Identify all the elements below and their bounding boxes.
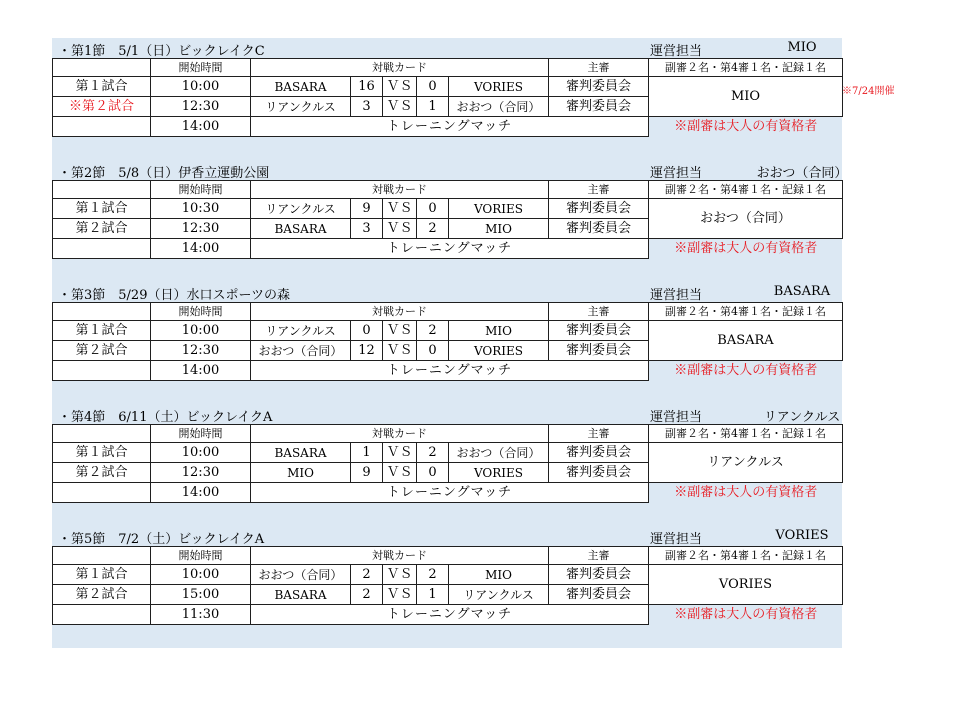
away-score: 0 [417,341,449,361]
match-label: 第１試合 [53,565,151,585]
referee-cell: 審判委員会 [549,199,649,219]
vs-label: ＶＳ [383,199,417,219]
match-table [52,302,843,381]
home-score: 9 [351,463,383,483]
ops-label: 運営担当 [650,532,703,547]
vs-label: ＶＳ [383,321,417,341]
training-match: トレーニングマッチ [251,605,649,625]
referee-header: 主審 [549,181,649,199]
match-time: 15:00 [151,585,251,605]
home-team: リアンクルス [251,199,351,219]
home-score: 3 [351,97,383,117]
round-section-5 [52,526,962,644]
training-match: トレーニングマッチ [251,483,649,503]
home-score: 2 [351,565,383,585]
start-time-header: 開始時間 [151,547,251,565]
referee-header: 主審 [549,425,649,443]
match-time: 10:00 [151,77,251,97]
away-team: MIO [449,565,549,585]
training-time: 14:00 [151,117,251,137]
training-time: 14:00 [151,483,251,503]
round-header [52,38,842,58]
blank-cell [53,425,151,443]
match-row [53,443,843,463]
ops-label: 運営担当 [650,410,703,425]
ops-team: BASARA [773,284,831,299]
match-time: 10:00 [151,565,251,585]
training-row [53,239,843,259]
match-time: 10:00 [151,443,251,463]
duty-team: リアンクルス [649,443,843,483]
ops-team: リアンクルス [763,410,841,425]
vs-label: ＶＳ [383,341,417,361]
match-time: 10:00 [151,321,251,341]
training-time: 14:00 [151,361,251,381]
home-score: 1 [351,443,383,463]
ops-team: MIO [787,40,817,55]
vs-label: ＶＳ [383,585,417,605]
round-section-3 [52,282,962,400]
round-section-1 [52,38,962,156]
away-team: リアンクルス [449,585,549,605]
referee-header: 主審 [549,59,649,77]
roles-header: 副審２名・第4審１名・記録１名 [649,181,843,199]
match-time: 12:30 [151,463,251,483]
away-score: 0 [417,463,449,483]
reschedule-note: ※7/24開催 [842,86,895,97]
match-label: ※第２試合 [53,97,151,117]
vs-label: ＶＳ [383,97,417,117]
round-title: ・第4節 6/11（土）ビックレイクA [58,410,273,425]
training-match: トレーニングマッチ [251,239,649,259]
match-table [52,546,843,625]
round-title: ・第1節 5/1（日）ビックレイクC [58,44,265,59]
home-team: BASARA [251,585,351,605]
match-table [52,424,843,503]
round-header [52,404,842,424]
match-label: 第２試合 [53,219,151,239]
home-score: 16 [351,77,383,97]
training-row [53,483,843,503]
duty-team: BASARA [649,321,843,361]
training-match: トレーニングマッチ [251,361,649,381]
match-label: 第１試合 [53,77,151,97]
match-label: 第２試合 [53,463,151,483]
match-row [53,199,843,219]
match-row [53,77,843,97]
roles-header: 副審２名・第4審１名・記録１名 [649,59,843,77]
match-label: 第２試合 [53,585,151,605]
referee-cell: 審判委員会 [549,77,649,97]
away-team: おおつ（合同） [449,443,549,463]
away-score: 1 [417,97,449,117]
blank-cell [53,117,151,137]
ops-label: 運営担当 [650,166,703,181]
match-card-header: 対戦カード [251,303,549,321]
blank-cell [53,181,151,199]
match-time: 12:30 [151,341,251,361]
match-label: 第１試合 [53,199,151,219]
home-team: リアンクルス [251,321,351,341]
roles-header: 副審２名・第4審１名・記録１名 [649,303,843,321]
duty-team: VORIES [649,565,843,605]
round-header [52,282,842,302]
header-row [53,547,843,565]
referee-cell: 審判委員会 [549,321,649,341]
away-score: 0 [417,77,449,97]
match-card-header: 対戦カード [251,425,549,443]
home-team: BASARA [251,77,351,97]
round-title: ・第5節 7/2（土）ビックレイクA [58,532,265,547]
referee-cell: 審判委員会 [549,341,649,361]
away-team: MIO [449,321,549,341]
away-team: VORIES [449,77,549,97]
referee-header: 主審 [549,547,649,565]
roles-header: 副審２名・第4審１名・記録１名 [649,547,843,565]
ops-label: 運営担当 [650,288,703,303]
referee-note: ※副審は大人の有資格者 [674,606,818,622]
match-time: 12:30 [151,97,251,117]
round-title: ・第2節 5/8（日）伊香立運動公園 [58,166,270,181]
match-card-header: 対戦カード [251,181,549,199]
home-score: 0 [351,321,383,341]
away-team: VORIES [449,199,549,219]
round-section-2 [52,160,962,278]
home-score: 3 [351,219,383,239]
header-row [53,181,843,199]
ops-team: おおつ（合同） [756,166,848,181]
training-time: 11:30 [151,605,251,625]
home-team: BASARA [251,443,351,463]
referee-cell: 審判委員会 [549,463,649,483]
referee-cell: 審判委員会 [549,443,649,463]
match-row [53,565,843,585]
away-team: VORIES [449,341,549,361]
referee-note: ※副審は大人の有資格者 [674,362,818,378]
vs-label: ＶＳ [383,219,417,239]
home-team: リアンクルス [251,97,351,117]
away-score: 2 [417,565,449,585]
away-score: 2 [417,443,449,463]
away-score: 1 [417,585,449,605]
match-row [53,321,843,341]
blank-cell [53,303,151,321]
header-row [53,59,843,77]
blank-cell [53,547,151,565]
match-label: 第１試合 [53,443,151,463]
home-team: おおつ（合同） [251,341,351,361]
blank-cell [53,605,151,625]
start-time-header: 開始時間 [151,59,251,77]
blank-cell [53,239,151,259]
roles-header: 副審２名・第4審１名・記録１名 [649,425,843,443]
away-team: VORIES [449,463,549,483]
match-table [52,58,843,137]
home-score: 9 [351,199,383,219]
training-row [53,605,843,625]
start-time-header: 開始時間 [151,181,251,199]
home-team: BASARA [251,219,351,239]
home-team: MIO [251,463,351,483]
training-row [53,117,843,137]
match-label: 第２試合 [53,341,151,361]
referee-note: ※副審は大人の有資格者 [674,484,818,500]
vs-label: ＶＳ [383,443,417,463]
start-time-header: 開始時間 [151,425,251,443]
referee-cell: 審判委員会 [549,565,649,585]
blank-cell [53,361,151,381]
blank-cell [53,483,151,503]
vs-label: ＶＳ [383,565,417,585]
match-card-header: 対戦カード [251,547,549,565]
referee-note: ※副審は大人の有資格者 [674,118,818,134]
round-header [52,526,842,546]
referee-cell: 審判委員会 [549,219,649,239]
training-row [53,361,843,381]
vs-label: ＶＳ [383,463,417,483]
match-time: 12:30 [151,219,251,239]
match-table [52,180,843,259]
referee-header: 主審 [549,303,649,321]
match-label: 第１試合 [53,321,151,341]
round-header [52,160,848,181]
away-team: MIO [449,219,549,239]
away-score: 0 [417,199,449,219]
referee-note: ※副審は大人の有資格者 [674,240,818,256]
duty-team: おおつ（合同） [649,199,843,239]
training-time: 14:00 [151,239,251,259]
blank-cell [53,59,151,77]
training-match: トレーニングマッチ [251,117,649,137]
referee-cell: 審判委員会 [549,585,649,605]
away-score: 2 [417,321,449,341]
ops-team: VORIES [775,528,829,543]
ops-label: 運営担当 [650,44,703,59]
referee-cell: 審判委員会 [549,97,649,117]
home-score: 2 [351,585,383,605]
vs-label: ＶＳ [383,77,417,97]
duty-team: MIO [649,77,843,117]
match-card-header: 対戦カード [251,59,549,77]
home-team: おおつ（合同） [251,565,351,585]
round-title: ・第3節 5/29（日）水口スポーツの森 [58,288,290,303]
home-score: 12 [351,341,383,361]
match-time: 10:30 [151,199,251,219]
header-row [53,425,843,443]
away-score: 2 [417,219,449,239]
header-row [53,303,843,321]
start-time-header: 開始時間 [151,303,251,321]
round-section-4 [52,404,962,522]
away-team: おおつ（合同） [449,97,549,117]
